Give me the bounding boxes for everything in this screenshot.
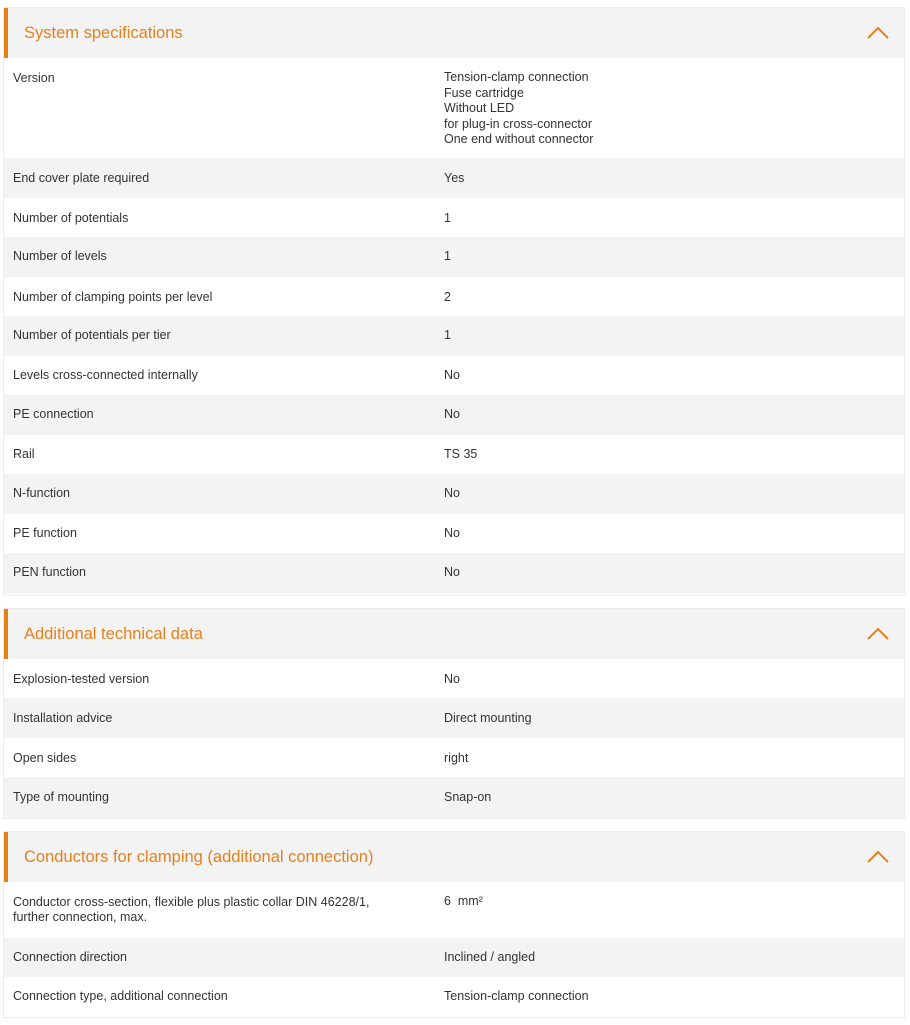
spec-value: No — [444, 486, 460, 500]
spec-value-line: Without LED — [444, 101, 515, 115]
spec-value-line: Fuse cartridge — [444, 85, 524, 100]
spec-value: No — [444, 565, 460, 579]
spec-label: End cover plate required — [13, 171, 150, 185]
spec-value: 1 — [444, 328, 451, 342]
spec-label: PEN function — [13, 565, 86, 579]
spec-row — [4, 738, 904, 777]
spec-label — [13, 895, 423, 925]
spec-value: TS 35 — [444, 447, 478, 461]
spec-row-conductor-cross-section — [4, 882, 904, 938]
spec-value: 6 mm² — [444, 894, 483, 908]
spec-value: right — [444, 751, 469, 765]
section-header-system-specifications[interactable] — [4, 8, 904, 58]
spec-row — [4, 659, 904, 698]
chevron-up-icon[interactable] — [866, 849, 890, 865]
section-title: Additional technical data — [24, 624, 203, 643]
spec-value: Snap-on — [444, 790, 492, 804]
spec-label: N-function — [13, 486, 70, 500]
spec-row — [4, 514, 904, 553]
spec-value — [444, 70, 884, 148]
spec-row — [4, 395, 904, 435]
spec-row — [4, 198, 904, 237]
spec-row — [4, 356, 904, 395]
section-title: System specifications — [24, 23, 183, 42]
spec-value: Tension-clamp connection — [444, 989, 589, 1003]
spec-value: 2 — [444, 290, 451, 304]
spec-value: No — [444, 368, 460, 382]
spec-label: Number of levels — [13, 249, 107, 263]
spec-row — [4, 474, 904, 514]
section-header-additional-technical-data[interactable] — [4, 609, 904, 659]
spec-label: Open sides — [13, 751, 77, 765]
spec-value: No — [444, 526, 460, 540]
section-system-specifications — [4, 8, 904, 595]
spec-value-line: One end without connector — [444, 132, 594, 146]
spec-row-version — [4, 58, 904, 158]
spec-label-line: Conductor cross-section, flexible plus plastic collar DIN 46228/1, — [13, 895, 370, 909]
spec-label: PE function — [13, 526, 77, 540]
spec-label: Connection direction — [13, 950, 127, 964]
chevron-up-icon[interactable] — [866, 25, 890, 41]
spec-label: Number of potentials — [13, 211, 129, 225]
spec-label-line: further connection, max. — [13, 910, 148, 924]
spec-value: Inclined / angled — [444, 950, 536, 964]
spec-row — [4, 938, 904, 977]
spec-row — [4, 553, 904, 594]
section-title: Conductors for clamping (additional connection) — [24, 847, 374, 866]
spec-label: Type of mounting — [13, 790, 109, 804]
spec-value: Direct mounting — [444, 711, 532, 725]
spec-value-line: for plug-in cross-connector — [444, 116, 592, 131]
spec-value: 1 — [444, 249, 451, 263]
spec-row — [4, 977, 904, 1017]
spec-row — [4, 277, 904, 316]
spec-label: Number of potentials per tier — [13, 328, 171, 342]
spec-value-line: Tension-clamp connection — [444, 70, 589, 84]
spec-label: Explosion-tested version — [13, 672, 150, 686]
spec-label: Installation advice — [13, 711, 113, 725]
spec-row — [4, 237, 904, 277]
spec-label: PE connection — [13, 407, 94, 421]
spec-label: Rail — [13, 447, 35, 461]
spec-row — [4, 698, 904, 738]
spec-value: No — [444, 407, 460, 421]
spec-label: Number of clamping points per level — [13, 290, 213, 304]
spec-label: Connection type, additional connection — [13, 989, 228, 1003]
spec-row — [4, 316, 904, 356]
chevron-up-icon[interactable] — [866, 626, 890, 642]
section-conductors-for-clamping — [4, 832, 904, 1017]
spec-label: Levels cross-connected internally — [13, 368, 198, 382]
spec-row — [4, 435, 904, 474]
spec-label: Version — [13, 71, 55, 85]
spec-value: 1 — [444, 211, 451, 225]
section-additional-technical-data — [4, 609, 904, 818]
spec-row — [4, 158, 904, 198]
spec-value: No — [444, 672, 460, 686]
spec-row — [4, 777, 904, 818]
spec-value: Yes — [444, 171, 465, 185]
section-header-conductors-for-clamping[interactable] — [4, 832, 904, 882]
